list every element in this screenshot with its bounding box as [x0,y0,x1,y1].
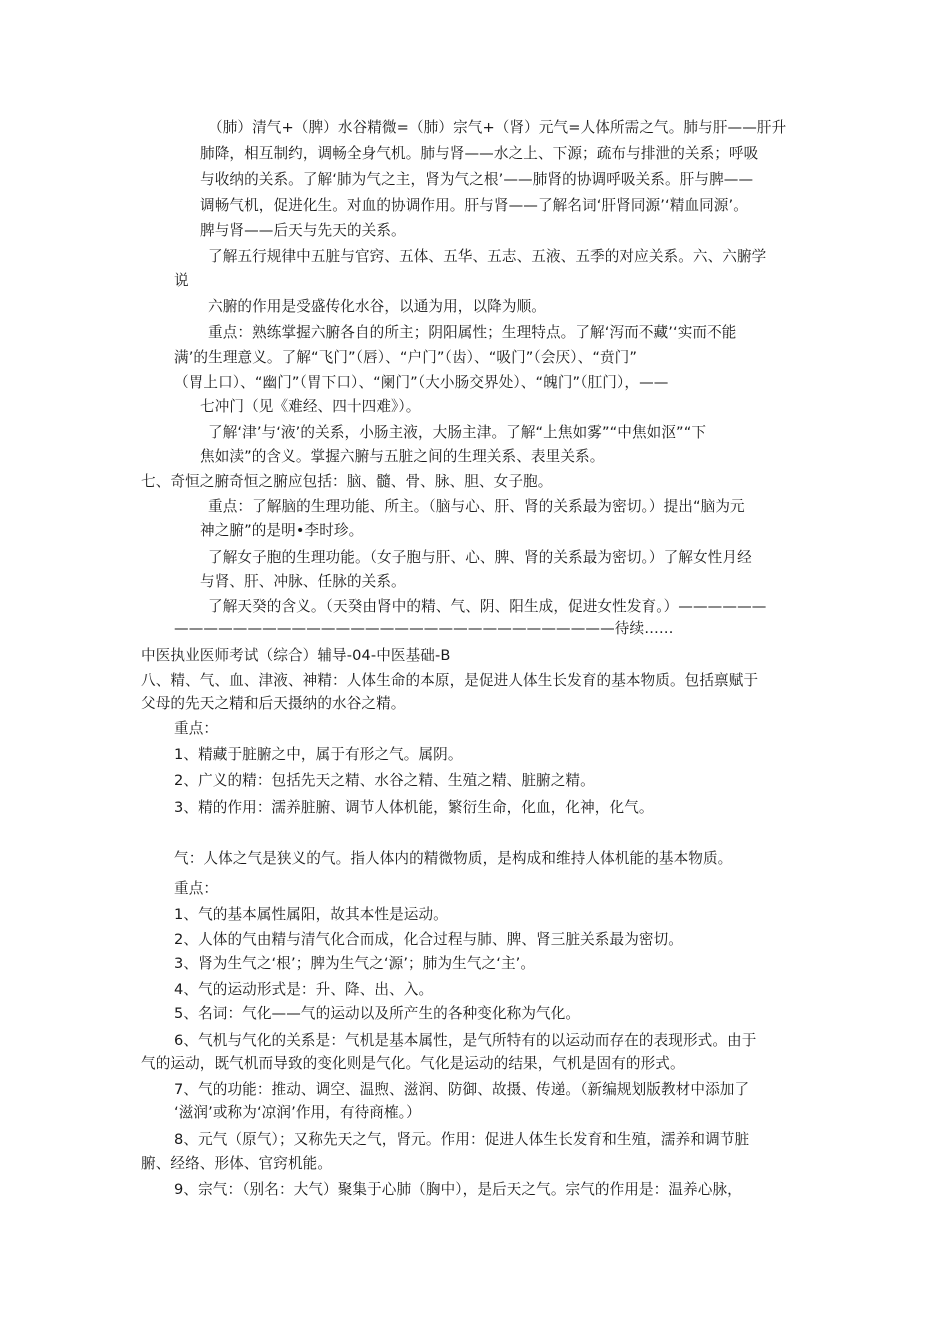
text-line: 了解‘津’与‘液’的关系，小肠主液，大肠主津。了解“上焦如雾”“中焦如沤”“下 [208,424,707,441]
text-line: （胃上口）、“幽门”（胃下口）、“阑门”（大小肠交界处）、“魄门”（肛门），—— [174,374,669,391]
list-item-cont: 气的运动，既气机而导致的变化则是气化。气化是运动的结果，气机是固有的形式。 [141,1055,685,1072]
text-line: （肺）清气+（脾）水谷精微=（肺）宗气+（肾）元气=人体所需之气。肺与肝——肝升 [208,119,787,136]
text-line: 了解女子胞的生理功能。（女子胞与肝、心、脾、肾的关系最为密切。）了解女性月经 [208,549,752,566]
text-line: 重点：熟练掌握六腑各自的所主；阴阳属性；生理特点。了解‘泻而不藏’‘实而不能 [208,324,737,341]
section-title: 八、精、气、血、津液、神精：人体生命的本原，是促进人体生长发育的基本物质。包括禀赋于 [141,672,759,689]
text-line: 神之腑”的是明•李时珍。 [200,522,364,539]
text-line: 满’的生理意义。了解“飞门”（唇）、“户门”（齿）、“吸门”（会厌）、“贲门” [174,349,638,366]
list-item: 8、元气（原气）；又称先天之气，肾元。作用：促进人体生长发育和生殖，濡养和调节脏 [174,1131,750,1148]
text-line: 与肾、肝、冲脉、任脉的关系。 [200,573,406,590]
text-line: 重点：了解脑的生理功能、所主。（脑与心、肝、肾的关系最为密切。）提出“脑为元 [208,498,745,515]
list-item: 3、肾为生气之‘根’；脾为生气之‘源’；肺为生气之‘主’。 [174,955,536,972]
text-line: 气：人体之气是狭义的气。指人体内的精微物质，是构成和维持人体机能的基本物质。 [174,850,733,867]
text-line: 调畅气机，促进化生。对血的协调作用。肝与肾——了解名词‘肝肾同源’‘精血同源’。 [200,197,748,214]
text-line: 说 [174,272,189,289]
list-item-cont: 腑、经络、形体、官窍机能。 [141,1155,333,1172]
text-line: 焦如渎”的含义。掌握六腑与五脏之间的生理关系、表里关系。 [200,448,605,465]
text-line: 脾与肾——后天与先天的关系。 [200,222,406,239]
list-item: 6、气机与气化的关系是：气机是基本属性，是气所特有的以运动而存在的表现形式。由于 [174,1032,757,1049]
list-item: 2、广义的精：包括先天之精、水谷之精、生殖之精、脏腑之精。 [174,772,595,789]
page-heading: 中医执业医师考试（综合）辅导-04-中医基础-B [141,647,451,664]
key-points-label: 重点： [174,720,219,737]
text-line: 七冲门（见《难经、四十四难》）。 [200,398,421,415]
list-item: 9、宗气：（别名：大气）聚集于心肺（胸中），是后天之气。宗气的作用是：温养心脉， [174,1181,742,1198]
list-item: 1、气的基本属性属阳，故其本性是运动。 [174,906,448,923]
list-item: 7、气的功能：推动、调空、温煦、滋润、防御、故摄、传递。（新编规划版教材中添加了 [174,1081,750,1098]
text-line: 与收纳的关系。了解‘肺为气之主，肾为气之根’——肺肾的协调呼吸关系。肝与脾—— [200,171,754,188]
key-points-label: 重点： [174,880,219,897]
text-line: ——————————————————————————————待续…… [174,620,674,637]
list-item: 5、名词：气化——气的运动以及所产生的各种变化称为气化。 [174,1005,581,1022]
text-line: 六腑的作用是受盛传化水谷，以通为用，以降为顺。 [208,298,546,315]
section-title: 七、奇恒之腑奇恒之腑应包括：脑、髓、骨、脉、胆、女子胞。 [141,473,553,490]
list-item-cont: ‘滋润’或称为‘凉润’作用，有待商榷。） [174,1104,421,1121]
list-item: 4、气的运动形式是：升、降、出、入。 [174,981,434,998]
text-line: 肺降，相互制约，调畅全身气机。肺与肾——水之上、下源；疏布与排泄的关系；呼吸 [200,145,759,162]
text-line: 父母的先天之精和后天摄纳的水谷之精。 [141,695,406,712]
list-item: 2、人体的气由精与清气化合而成，化合过程与肺、脾、肾三脏关系最为密切。 [174,931,683,948]
list-item: 3、精的作用：濡养脏腑、调节人体机能，繁衍生命，化血，化神，化气。 [174,799,654,816]
list-item: 1、精藏于脏腑之中，属于有形之气。属阴。 [174,746,463,763]
text-line: 了解天癸的含义。（天癸由肾中的精、气、阴、阳生成，促进女性发育。）—————— [208,598,767,615]
text-line: 了解五行规律中五脏与官窍、五体、五华、五志、五液、五季的对应关系。六、六腑学 [208,248,767,265]
